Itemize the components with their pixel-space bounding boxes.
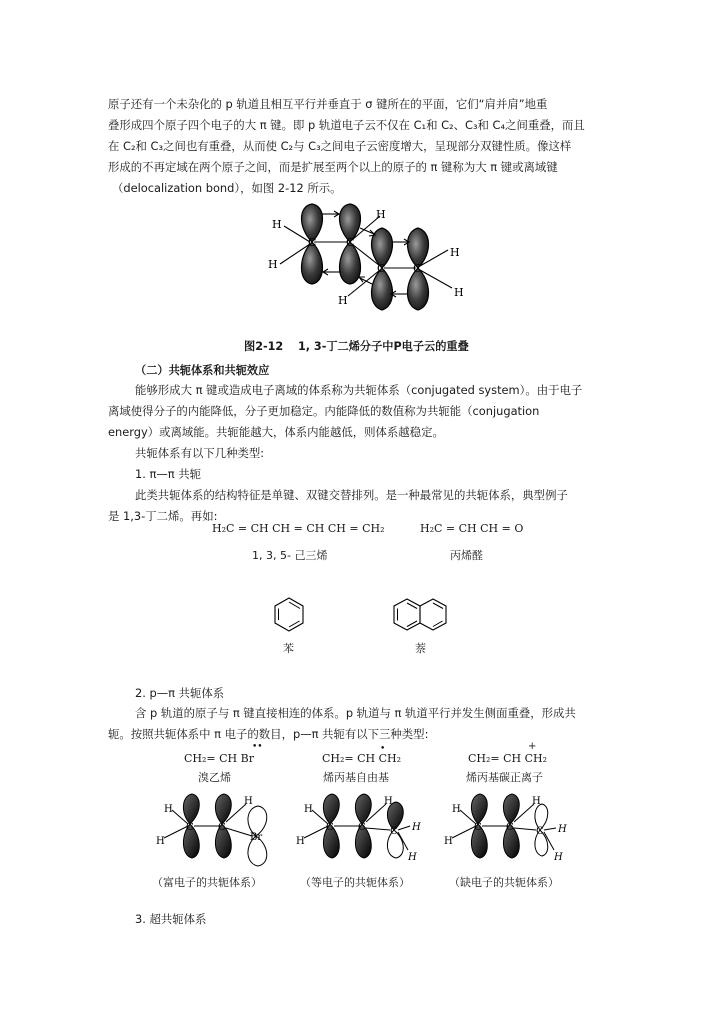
acrolein-formula: H₂C = CH CH = O <box>420 522 524 535</box>
svg-text:C: C <box>358 822 366 833</box>
atom-c4: C <box>413 262 422 275</box>
atom-h: H <box>268 258 278 271</box>
intro-line: 在 C₂和 C₃之间也有重叠，从而使 C₂与 C₃之间电子云密度增大，呈现部分双键性质。像这样 <box>108 139 572 153</box>
vinyl-bromide-formula: CH₂= CH Br <box>184 752 254 765</box>
subsection-title: 2. p—π 共轭体系 <box>135 686 225 700</box>
rich-conjugation-label: （富电子的共轭体系） <box>152 876 262 889</box>
positive-charge-mark: + <box>528 741 537 752</box>
atom-h: H <box>272 218 282 231</box>
svg-text:C: C <box>390 826 398 837</box>
svg-text:H: H <box>384 796 393 807</box>
allyl-radical-formula: CH₂= CH CH₂ <box>322 752 402 765</box>
svg-text:H: H <box>156 836 165 847</box>
acrolein-name: 丙烯醛 <box>450 549 483 562</box>
subsection-title: 1. π—π 共轭 <box>135 467 201 481</box>
subsection-title: 3. 超共轭体系 <box>135 912 207 926</box>
figure-caption-number: 图2-12 <box>244 340 284 353</box>
benzene-name: 苯 <box>283 642 294 655</box>
allyl-cation-name: 烯丙基碳正离子 <box>466 771 543 784</box>
section-title: （二）共轭体系和共轭效应 <box>135 364 270 377</box>
pp-orbital-diagrams <box>150 790 580 870</box>
radical-dot: • <box>380 744 386 754</box>
intro-line: 叠形成四个原子四个电子的大 π 键。即 p 轨道电子云不仅在 C₁和 C₂、C₃和 C₄之间重叠，而且 <box>108 118 585 132</box>
deficient-conjugation-label: （缺电子的共轭体系） <box>449 876 559 889</box>
naphthalene-structure <box>392 597 450 633</box>
atom-c1: C <box>308 236 317 249</box>
intro-line: 原子还有一个未杂化的 p 轨道且相互平行并垂直于 σ 键所在的平面，它们“肩并肩”地重 <box>108 97 548 111</box>
svg-text:C: C <box>474 822 482 833</box>
intro-line: 形成的不再定域在两个原子之间，而是扩展至两个以上的原子的 π 键称为大 π 键或离域键 <box>108 160 558 174</box>
para-line: 能够形成大 π 键或造成电子离域的体系称为共轭体系（conjugated system）。由于电子 <box>135 383 583 397</box>
svg-text:H: H <box>444 836 453 847</box>
svg-text:C: C <box>536 826 544 837</box>
naphthalene-name: 萘 <box>415 642 426 655</box>
atom-c3: C <box>377 262 386 275</box>
benzene-structure <box>272 596 306 634</box>
orbital-diagram-rich <box>156 794 267 866</box>
svg-text:H: H <box>304 804 313 815</box>
svg-text:C: C <box>506 822 514 833</box>
intro-line: （delocalization bond），如图 2-12 所示。 <box>112 181 342 195</box>
svg-text:H: H <box>164 804 173 815</box>
atom-h: H <box>338 294 348 307</box>
vinyl-bromide-name: 溴乙烯 <box>198 771 231 784</box>
atom-c2: C <box>346 236 355 249</box>
orbital-diagram-deficient <box>444 794 567 863</box>
allyl-radical-name: 烯丙基自由基 <box>323 771 389 784</box>
atom-h: H <box>454 286 464 299</box>
svg-text:H: H <box>408 852 417 863</box>
orbital-diagram-equal <box>296 794 421 863</box>
equal-conjugation-label: （等电子的共轭体系） <box>300 876 410 889</box>
butadiene-orbital-figure <box>262 198 472 320</box>
para-line: 离域使得分子的内能降低，分子更加稳定。内能降低的数值称为共轭能（conjugation <box>108 404 540 418</box>
svg-text:C: C <box>326 822 334 833</box>
para-line: 含 p 轨道的原子与 π 键直接相连的体系。p 轨道与 π 轨道平行并发生侧面重叠，形成共 <box>135 706 576 720</box>
hexatriene-formula: H₂C = CH CH = CH CH = CH₂ <box>212 522 385 535</box>
svg-text:C: C <box>218 822 226 833</box>
svg-text:C: C <box>186 822 194 833</box>
svg-text:H: H <box>554 852 563 863</box>
para-line: 此类共轭体系的结构特征是单键、双键交替排列。是一种最常见的共轭体系，典型例子 <box>135 488 568 502</box>
figure-caption-text: 1, 3-丁二烯分子中P电子云的重叠 <box>298 340 469 353</box>
allyl-cation-formula: CH₂= CH CH₂ <box>468 752 548 765</box>
atom-h: H <box>450 246 460 259</box>
svg-text:Br: Br <box>250 832 263 843</box>
atom-h: H <box>376 208 386 221</box>
hexatriene-name: 1, 3, 5- 己三烯 <box>252 549 328 562</box>
para-line: 共轭体系有以下几种类型: <box>135 446 265 460</box>
svg-text:H: H <box>244 796 253 807</box>
para-line: 是 1,3-丁二烯。再如: <box>108 509 218 523</box>
svg-text:H: H <box>412 822 421 833</box>
svg-text:H: H <box>532 796 541 807</box>
svg-text:H: H <box>558 824 567 835</box>
svg-text:H: H <box>452 804 461 815</box>
svg-text:H: H <box>296 836 305 847</box>
para-line: energy）或离域能。共轭能越大，体系内能越低，则体系越稳定。 <box>108 425 444 439</box>
lone-pair-mark: •• <box>252 742 263 752</box>
para-line: 轭。按照共轭体系中 π 电子的数目，p—π 共轭有以下三种类型: <box>108 727 429 741</box>
